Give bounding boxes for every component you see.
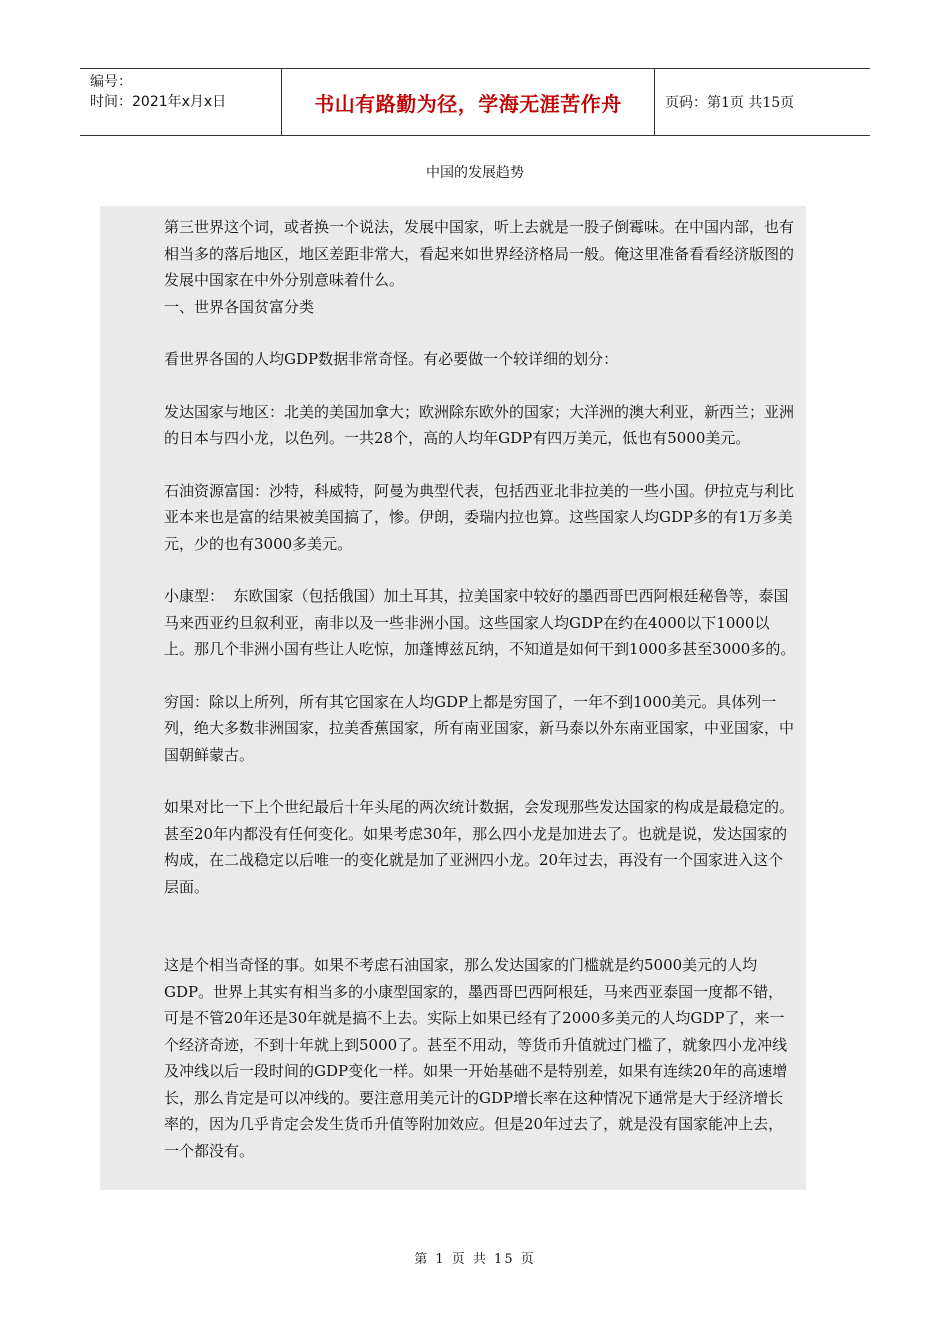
section-heading: 一、世界各国贫富分类 [164, 297, 315, 316]
paragraph: 穷国：除以上所列，所有其它国家在人均GDP上都是穷国了，一年不到1000美元。具体列一列，绝大多数非洲国家，拉美香蕉国家，所有南亚国家，新马泰以外东南亚国家，中亚国家，中国朝鲜蒙古。 [164, 692, 795, 764]
paragraph: 发达国家与地区：北美的美国加拿大；欧洲除东欧外的国家；大洋洲的澳大利亚，新西兰；亚洲的日本与四小龙，以色列。一共28个，高的人均年GDP有四万美元，低也有5000美元。 [164, 402, 795, 447]
document-title: 中国的发展趋势 [426, 165, 524, 181]
paragraph: 如果对比一下上个世纪最后十年头尾的两次统计数据，会发现那些发达国家的构成是最稳定的。甚至20年内都没有任何变化。如果考虑30年，那么四小龙是加进去了。也就是说，发达国家的构成，在二战稳定以后唯一的变化就是加了亚洲四小龙。20年过去，再没有一个国家进入这个层面。 [164, 798, 795, 896]
paragraph: 这是个相当奇怪的事。如果不考虑石油国家，那么发达国家的门槛就是约5000美元的人均GDP。世界上其实有相当多的小康型国家的，墨西哥巴西阿根廷，马来西亚泰国一度都不错，可是不管20年还是30年就是搞不上去。实际上如果已经有了2000多美元的人均GDP了，来一个经济奇迹，不到十年就上到5000了。甚至不用动，等货币升值就过门槛了，就象四小龙冲线及冲线以后一段时间的GDP变化一样。如果一开始基础不是特别差，如果有连续20年的高速增长，那么肯定是可以冲线的。要注意用美元计的GDP增长率在这种情况下通常是大于经济增长率的，因为几乎肯定会发生货币升值等附加效应。但是20年过去了，就是没有国家能冲上去，一个都没有。 [164, 956, 788, 1160]
paragraph: 小康型： 东欧国家（包括俄国）加土耳其，拉美国家中较好的墨西哥巴西阿根廷秘鲁等，泰国马来西亚约旦叙利亚，南非以及一些非洲小国。这些国家人均GDP在约在4000以下1000以上。那几个非洲小国有些让人吃惊，加蓬博兹瓦纳，不知道是如何干到1000多甚至3000多的。 [164, 587, 796, 658]
paragraph-intro: 第三世界这个词，或者换一个说法，发展中国家，听上去就是一股子倒霉味。在中国内部，也有相当多的落后地区，地区差距非常大，看起来如世界经济格局一般。俺这里准备看看经济版图的发展中国家在中外分别意味着什么。 [164, 218, 795, 289]
time-label: 时间：2021年x月x日 [90, 94, 227, 110]
content-box [100, 206, 806, 1190]
header-motto: 书山有路勤为径，学海无涯苦作舟 [282, 69, 655, 135]
header-page-info: 页码：第1页 共15页 [665, 95, 795, 111]
number-label: 编号： [90, 74, 132, 90]
page-footer: 第 1 页 共 15 页 [414, 1252, 536, 1267]
paragraph: 石油资源富国：沙特，科威特，阿曼为典型代表，包括西亚北非拉美的一些小国。伊拉克与利比亚本来也是富的结果被美国搞了，惨。伊朗，委瑞内拉也算。这些国家人均GDP多的有1万多美元，少的也有3000多美元。 [164, 481, 795, 553]
header-meta [80, 69, 282, 135]
header-table [80, 68, 870, 136]
paragraph: 看世界各国的人均GDP数据非常奇怪。有必要做一个较详细的划分： [164, 350, 619, 368]
